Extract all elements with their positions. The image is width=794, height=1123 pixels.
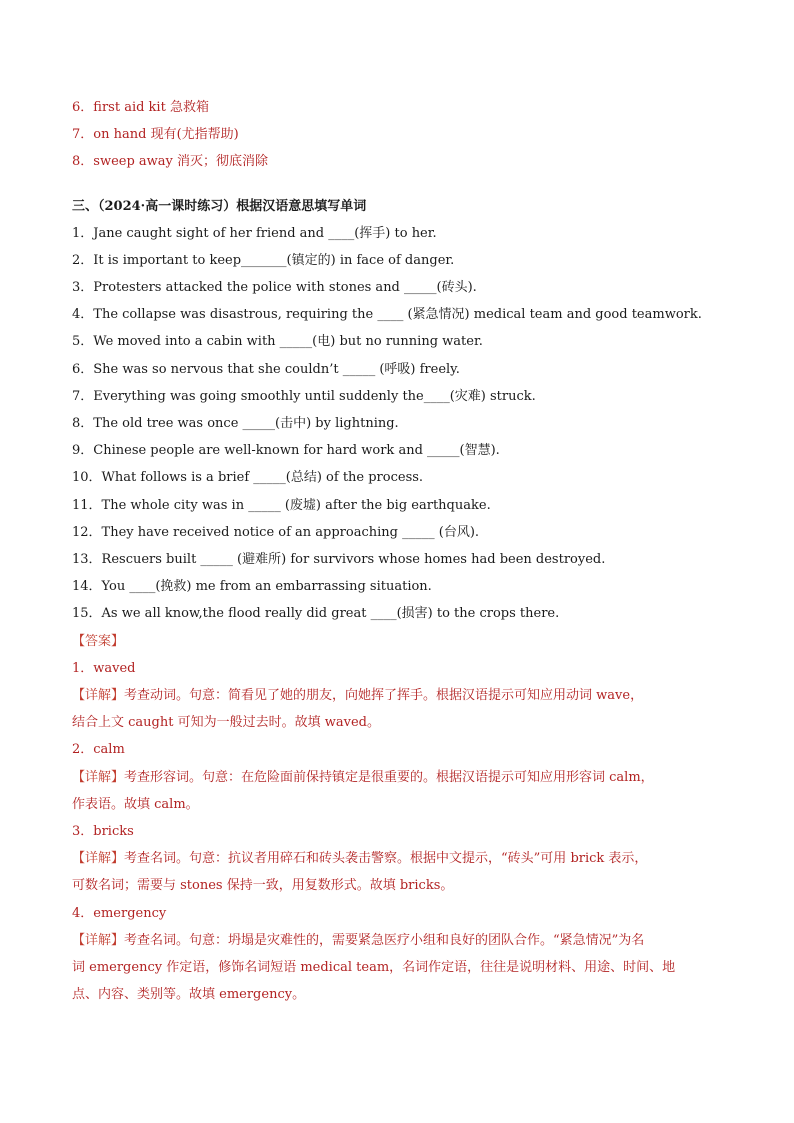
document-page — [72, 94, 732, 1009]
question-item: 10．What follows is a brief _____(总结) of the process. — [72, 470, 424, 486]
question-item: 5．We moved into a cabin with _____(电) but no running water. — [72, 334, 483, 350]
vocab-item: 6．first aid kit 急救箱 — [72, 100, 209, 115]
question-item: 2．It is important to keep_______(镇定的) in face of danger. — [72, 252, 455, 268]
question-item: 12．They have received notice of an approaching _____ (台风). — [72, 524, 480, 540]
answer-detail: 【详解】考查动词。句意：简看见了她的朋友，向她挥了挥手。根据汉语提示可知应用动词 wave， — [72, 688, 644, 704]
answer-detail: 【详解】考查名词。句意：抗议者用碎石和砖头袭击警察。根据中文提示，“砖头”可用 brick 表示， — [72, 851, 648, 867]
answer-detail-line: 可数名词；需要与 stones 保持一致，用复数形式。故填 bricks。 — [72, 878, 454, 894]
question-item: 7．Everything was going smoothly until suddenly the____(灾难) struck. — [72, 388, 536, 404]
answer-value: 1．waved — [72, 660, 136, 676]
answer-list — [72, 655, 732, 1009]
answer-value: 4．emergency — [72, 905, 167, 921]
answer-value: 3．bricks — [72, 824, 134, 840]
detail-tag: 【详解】 — [72, 769, 125, 785]
section-title: 三、（2024·高一课时练习）根据汉语意思填写单词 — [72, 198, 367, 214]
answer-block — [72, 655, 732, 737]
question-item: 14．You ____(挽救) me from an embarrassing situation. — [72, 579, 432, 595]
question-item: 9．Chinese people are well-known for hard work and _____(智慧). — [72, 443, 500, 459]
question-item: 8．The old tree was once _____(击中) by lightning. — [72, 416, 399, 432]
question-item: 13．Rescuers built _____ (避难所) for survivors whose homes had been destroyed. — [72, 552, 606, 568]
answer-detail-line: 作表语。故填 calm。 — [72, 796, 199, 812]
question-item: 4．The collapse was disastrous, requiring the ____ (紧急情况) medical team and good teamwork. — [72, 307, 702, 323]
answer-value: 2．calm — [72, 742, 125, 758]
question-list — [72, 220, 732, 628]
question-item: 6．She was so nervous that she couldn’t _____ (呼吸) freely. — [72, 361, 460, 377]
detail-tag: 【详解】 — [72, 851, 125, 867]
question-item: 11．The whole city was in _____ (废墟) after the big earthquake. — [72, 497, 491, 513]
answer-block — [72, 818, 732, 900]
answer-detail: 【详解】考查名词。句意：坍塌是灾难性的，需要紧急医疗小组和良好的团队合作。“紧急情况”为名 — [72, 932, 645, 948]
answer-header: 【答案】 — [72, 633, 125, 649]
answer-detail: 【详解】考查形容词。句意：在危险面前保持镇定是很重要的。根据汉语提示可知应用形容词 calm， — [72, 769, 654, 785]
question-item: 15．As we all know,the flood really did great ____(损害) to the crops there. — [72, 606, 560, 622]
question-item: 1．Jane caught sight of her friend and ____(挥手) to her. — [72, 225, 437, 241]
vocab-list — [72, 94, 732, 176]
detail-tag: 【详解】 — [72, 688, 125, 704]
vocab-item: 7．on hand 现有(尤指帮助) — [72, 127, 239, 143]
answer-detail-line: 词 emergency 作定语，修饰名词短语 medical team，名词作定语，往往是说明材料、用途、时间、地 — [72, 960, 676, 976]
vocab-item: 8．sweep away 消灭；彻底消除 — [72, 154, 269, 170]
question-item: 3．Protesters attacked the police with stones and _____(砖头). — [72, 280, 477, 296]
answer-block — [72, 900, 732, 1009]
answer-detail-line: 点、内容、类别等。故填 emergency。 — [72, 987, 306, 1003]
answer-block — [72, 736, 732, 818]
spacer — [72, 176, 732, 193]
answer-detail-line: 结合上文 caught 可知为一般过去时。故填 waved。 — [72, 715, 380, 731]
detail-tag: 【详解】 — [72, 932, 125, 948]
